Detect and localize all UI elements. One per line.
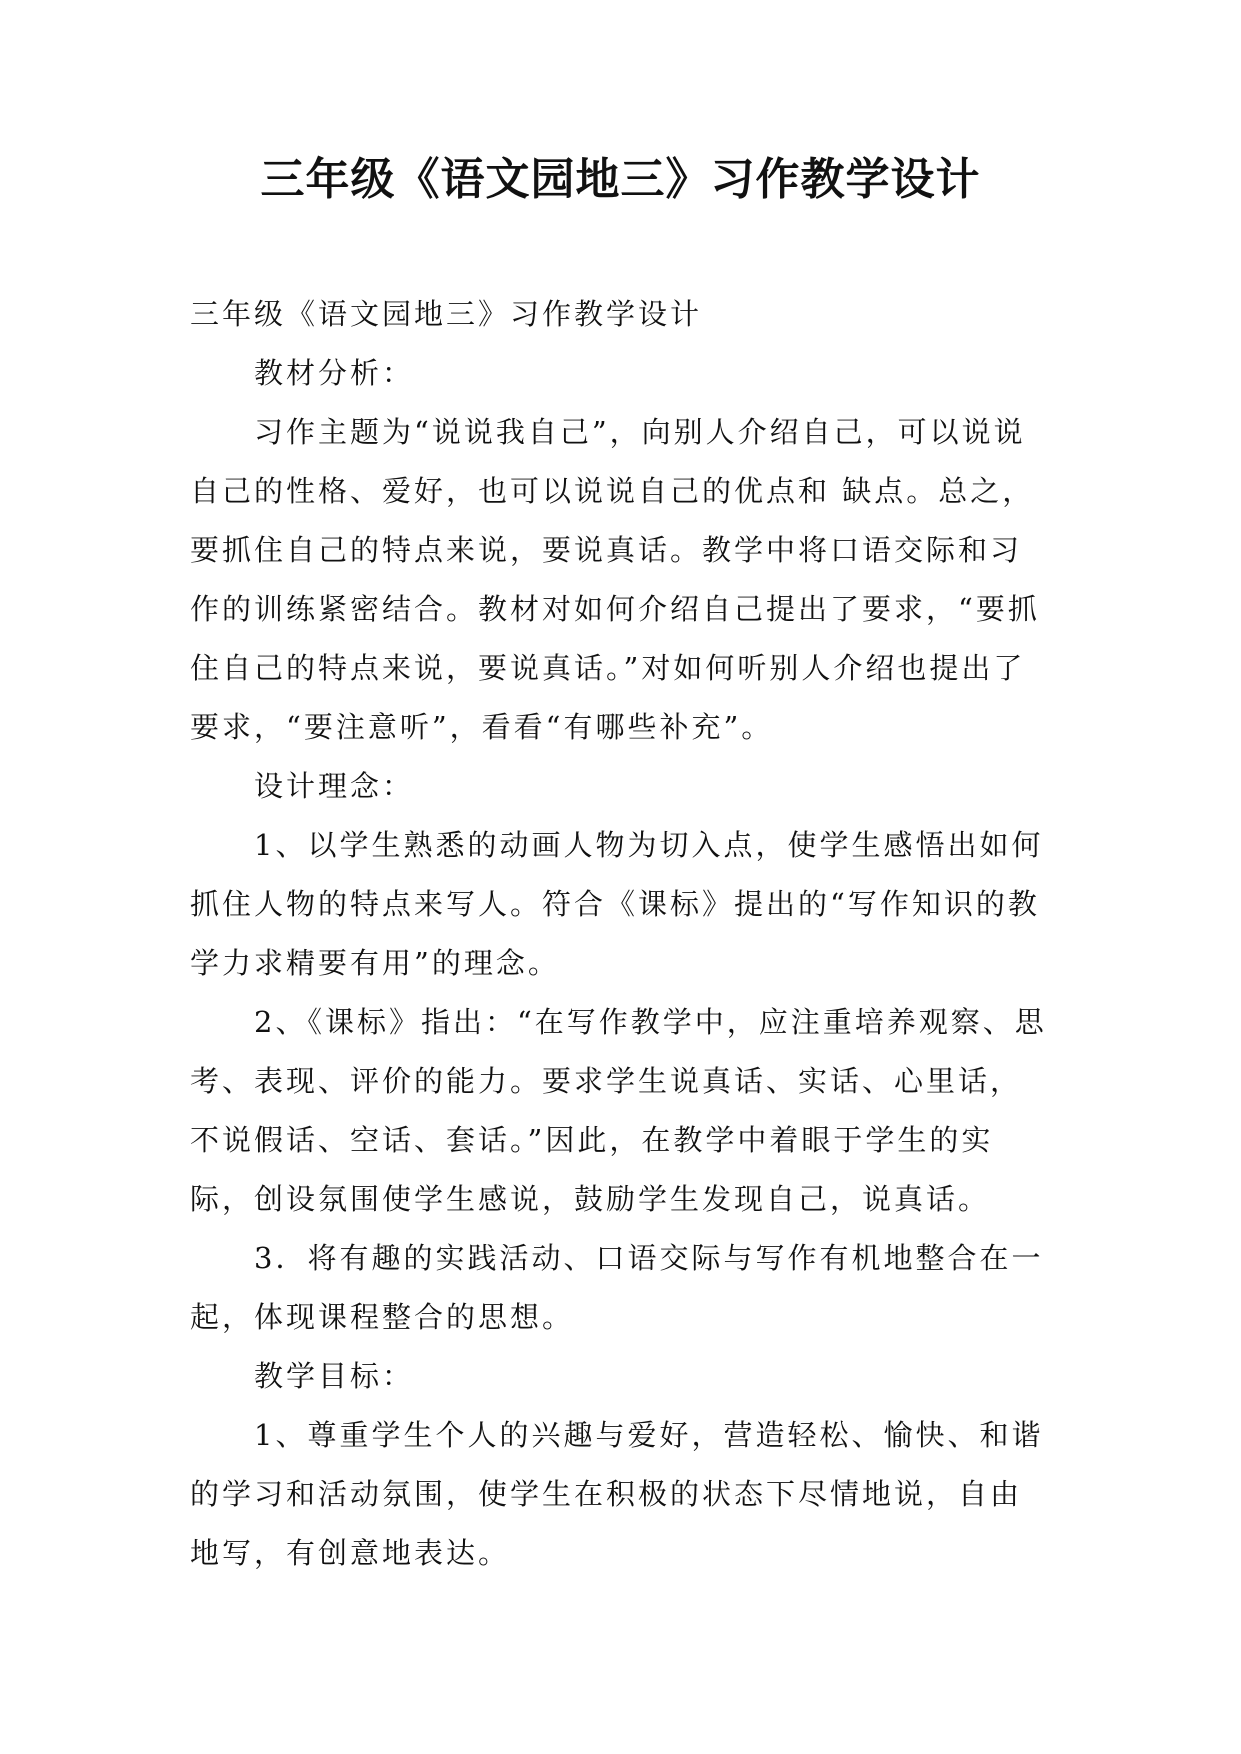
paragraph-design-concept-1: 1、以学生熟悉的动画人物为切入点，使学生感悟出如何抓住人物的特点来写人。符合《课标》提出的“写作知识的教学力求精要有用”的理念。 [190,828,1044,980]
subtitle-line: 三年级《语文园地三》习作教学设计 [190,297,703,331]
section-heading-material-analysis: 教材分析： [254,356,415,390]
paragraph-design-concept-2: 2、《课标》指出：“在写作教学中，应注重培养观察、思考、表现、评价的能力。要求学生说真话、实话、心里话，不说假话、空话、套话。”因此，在教学中着眼于学生的实际，创设氛围使学生感说，鼓励学生发现自己，说真话。 [190,1005,1047,1216]
paragraph-design-concept-3: 3．将有趣的实践活动、口语交际与写作有机地整合在一起，体现课程整合的思想。 [190,1241,1044,1334]
paragraph-teaching-goal-1: 1、尊重学生个人的兴趣与爱好，营造轻松、愉快、和谐的学习和活动氛围，使学生在积极的状态下尽情地说，自由地写，有创意地表达。 [190,1418,1044,1570]
document-title: 三年级《语文园地三》习作教学设计 [260,154,981,205]
section-heading-teaching-goals: 教学目标： [254,1359,415,1393]
section-heading-design-concept: 设计理念： [254,769,415,803]
document-body [190,285,1050,1583]
paragraph-material-analysis: 习作主题为“说说我自己”，向别人介绍自己，可以说说自己的性格、爱好，也可以说说自己的优点和 缺点。总之，要抓住自己的特点来说，要说真话。教学中将口语交际和习作的训练紧密结合。教材对如何介绍自己提出了要求，“要抓住自己的特点来说，要说真话。”对如何听别人介绍也提出了要求，“要注意听”，看看“有哪些补充”。 [190,415,1040,744]
